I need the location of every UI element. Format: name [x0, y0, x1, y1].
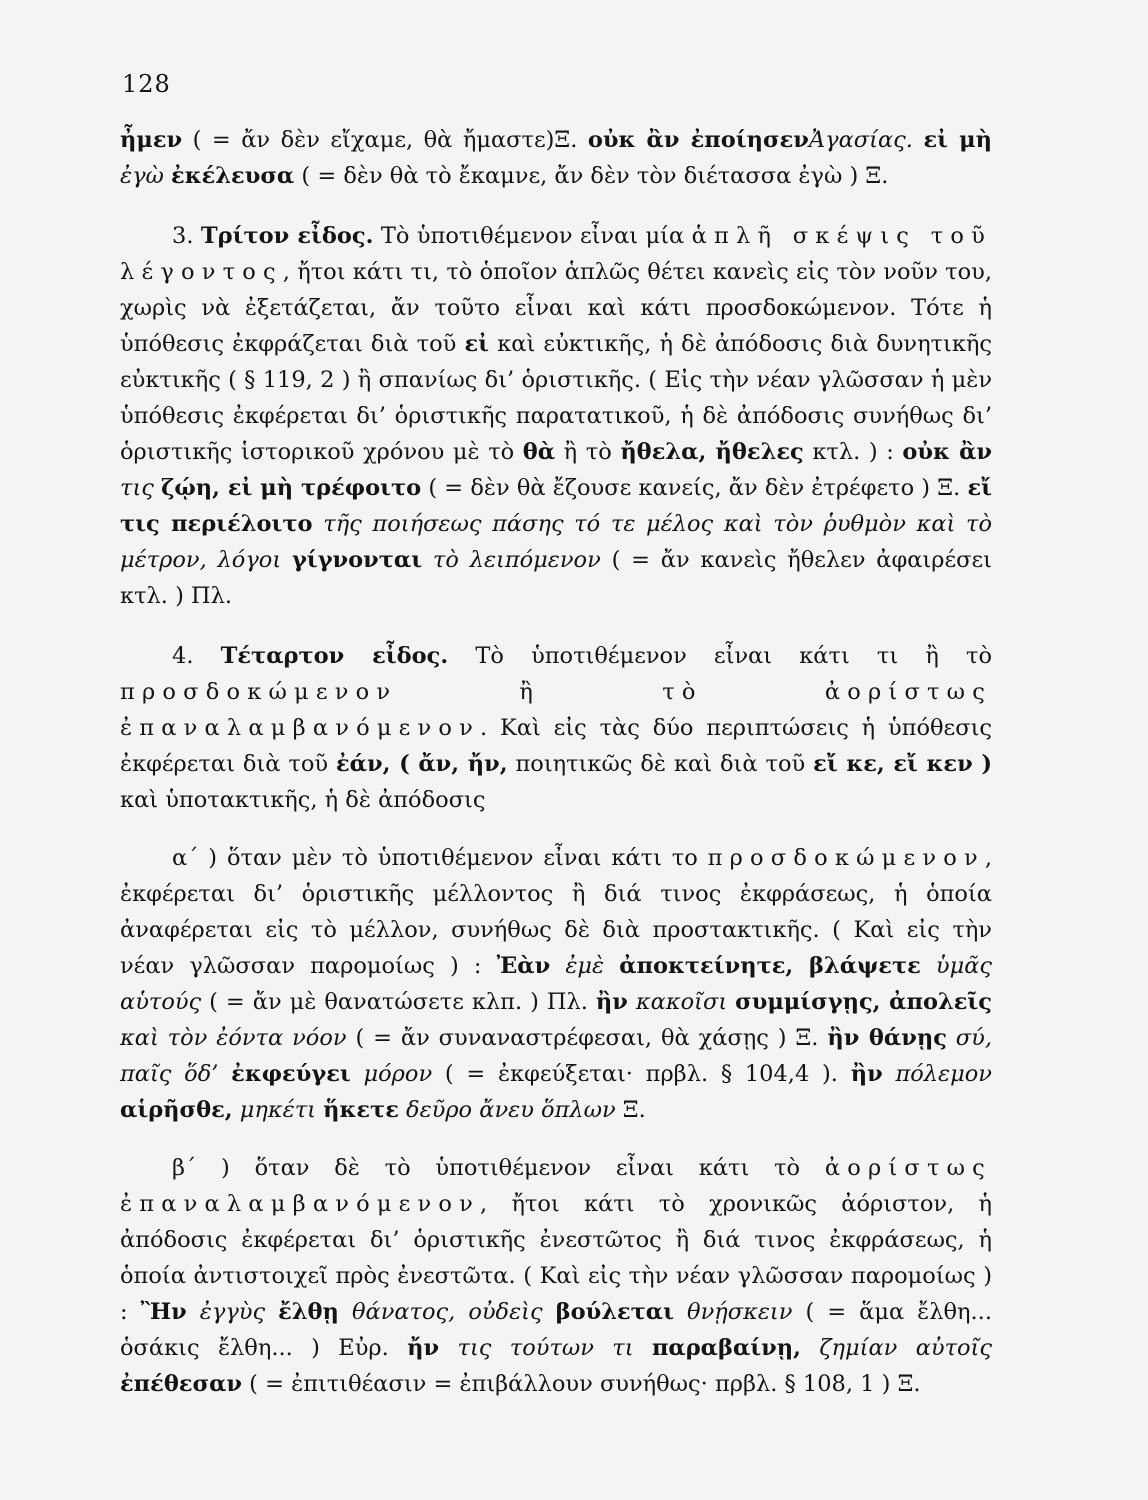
bold-run: ἀποκτείνητε, βλάψετε: [619, 953, 921, 979]
text-run: κτλ. ) :: [803, 439, 903, 465]
text-run: , ἤτοι κάτι τι, τὸ ὁποῖον ἁπλῶς θέτει κανεὶς εἰς τὸν νοῦν του, χωρὶς νὰ ἐξετάζεται, ἄν τοῦτο εἶναι καὶ κάτι προσδοκώμενον. Τότε ἡ ὑπόθεσις ἐκφράζεται διὰ τοῦ: [120, 259, 992, 357]
bold-run: Ἢν: [140, 1299, 187, 1325]
text-run: ( = ἐκφεύξεται· πρβλ. § 104,4 ).: [432, 1061, 851, 1087]
italic-run: πόλεμον: [882, 1061, 992, 1087]
italic-run: τις τούτων τι: [439, 1335, 652, 1361]
text-run: ( = δὲν θὰ τὸ ἔκαμνε, ἄν δὲν τὸν διέτασσα ἐγὼ ) Ξ.: [294, 163, 889, 189]
italic-run: ἐμὲ: [550, 953, 620, 979]
text-run: ( = ἄν συναναστρέφεσαι, θὰ χάσῃς ) Ξ.: [346, 1025, 828, 1051]
text-run: ποιητικῶς δὲ καὶ διὰ τοῦ: [507, 751, 814, 777]
text-run: Ξ.: [615, 1097, 646, 1123]
bold-run: αἱρῆσθε,: [120, 1097, 233, 1123]
italic-run: ἐγγὺς: [186, 1299, 279, 1325]
text-run: ( = δὲν θὰ ἔζουσε κανείς, ἄν δὲν ἐτρέφετο ) Ξ.: [421, 475, 968, 501]
italic-run: τῆς ποιήσεως πάσης τό τε μέλος καὶ τὸν ῥυθμὸν καὶ τὸ μέτρον, λόγοι: [120, 511, 992, 573]
spaced-run: προσδοκώμενον ἢ τὸ ἀορίστως ἐπαναλαμβανόμενον: [120, 679, 992, 741]
text-run: , ἤτοι κάτι τὸ χρονικῶς ἀόριστον, ἡ ἀπόδοσις ἐκφέρεται δι’ ὁριστικῆς ἐνεστῶτος ἢ διά τινος ἐκφράσεως, ἡ ὁποία ἀντιστοιχεῖ πρὸς ἐνεστῶτα. ( Καὶ εἰς τὴν νέαν γλῶσσαν παρομοίως ) :: [120, 1191, 992, 1325]
body-text: [120, 122, 992, 1402]
bold-run: ἥκετε: [323, 1097, 399, 1123]
bold-run: ἐάν, ( ἄν, ἤν,: [336, 751, 508, 777]
bold-run: Ἐὰν: [496, 953, 551, 979]
text-run: , ἐκφέρεται δι’ ὁριστικῆς μέλλοντος ἢ διά τινος ἐκφράσεως, ἡ ὁποία ἀναφέρεται εἰς τὸ μέλλον, συνήθως δὲ διὰ προστακτικῆς. ( Καὶ εἰς τὴν νέαν γλῶσσαν παρομοίως ) :: [120, 845, 992, 979]
italic-run: μηκέτι: [232, 1097, 324, 1123]
bold-run: ἐκφεύγει: [231, 1061, 351, 1087]
text-run: ( = ἄν κανεὶς ἤθελεν ἀφαιρέσει κτλ. ) Πλ.: [120, 547, 992, 609]
bold-run: ἤθελα, ἤθελες: [620, 439, 804, 465]
bold-run: ἢν: [850, 1061, 883, 1087]
bold-run: ἐπέθεσαν: [120, 1371, 243, 1397]
bold-run: γίγνονται: [291, 547, 423, 573]
text-run: [164, 163, 171, 189]
bold-run: οὐκ ἂν: [902, 439, 993, 465]
text-run: ( = ἐπιτιθέασιν = ἐπιβάλλουν συνήθως· πρβλ. § 108, 1 ) Ξ.: [242, 1371, 921, 1397]
text-run: καὶ εὐκτικῆς, ἡ δὲ ἀπόδοσις διὰ δυνητικῆς εὐκτικῆς ( § 119, 2 ) ἢ σπανίως δι’ ὁριστικῆς. ( Εἰς τὴν νέαν γλῶσσαν ἡ μὲν ὑπόθεσις ἐκφέρεται δι’ ὁριστικῆς παρατατικοῦ, ἡ δὲ ἀπόδοσις συνήθως δι’ ὁριστικῆς ἱστορικοῦ χρόνου μὲ τὸ: [120, 331, 993, 465]
text-run: . Καὶ εἰς τὰς δύο περιπτώσεις ἡ ὑπόθεσις ἐκφέρεται διὰ τοῦ: [120, 715, 992, 777]
bold-run: εἴ τις περιέλοιτο: [120, 475, 993, 537]
text-run: καὶ ὑποτακτικῆς, ἡ δὲ ἀπόδοσις: [120, 787, 486, 813]
bold-run: θὰ: [522, 439, 556, 465]
paragraph-fourth-kind: [120, 638, 992, 818]
bold-run: εἰ μὴ: [923, 127, 993, 153]
bold-run: παραβαίνῃ,: [651, 1335, 801, 1361]
text-run: 4.: [172, 643, 221, 669]
text-run: 3.: [172, 223, 201, 249]
italic-run: καὶ τὸν ἐόντα νόον: [120, 1025, 347, 1051]
italic-run: δεῦρο ἄνευ ὅπλων: [398, 1097, 616, 1123]
italic-run: ζημίαν αὐτοῖς: [800, 1335, 992, 1361]
italic-run: σύ, παῖς ὅδ’: [120, 1025, 992, 1087]
bold-run: Τρίτον εἶδος.: [200, 223, 374, 249]
bold-run: ἔλθῃ: [278, 1299, 339, 1325]
text-run: ἢ τὸ: [555, 439, 621, 465]
page-number: 128: [122, 70, 171, 98]
text-run: Τὸ ὑποτιθέμενον εἶναι μία: [373, 223, 692, 249]
italic-run: θνῄσκειν: [674, 1299, 793, 1325]
bold-run: εἰ: [464, 331, 490, 357]
bold-run: βούλεται: [555, 1299, 674, 1325]
text-run: ( = ἄν μὲ θανατώσετε κλπ. ) Πλ.: [201, 989, 596, 1015]
italic-run: τις: [120, 475, 162, 501]
paragraph-intro: [120, 122, 992, 194]
paragraph-case-alpha: [120, 840, 992, 1128]
italic-run: θάνατος, οὐδεὶς: [338, 1299, 556, 1325]
text-run: ( = ἄν δὲν εἴχαμε, θὰ ἤμαστε)Ξ.: [182, 127, 588, 153]
italic-run: ἐγὼ: [120, 163, 164, 189]
bold-run: ἢν: [595, 989, 628, 1015]
italic-run: Ἀγασίας.: [808, 127, 924, 153]
italic-run: ὑμᾶς αὑτούς: [120, 953, 993, 1015]
bold-run: συμμίσγῃς, ἀπολεῖς: [735, 989, 993, 1015]
bold-run: οὐκ ἂν ἐποίησεν: [587, 127, 809, 153]
italic-run: τὸ λειπόμενον: [422, 547, 601, 573]
bold-run: ἢν θάνῃς: [827, 1025, 947, 1051]
paragraph-third-kind: [120, 218, 992, 614]
text-run: β΄ ) ὅταν δὲ τὸ ὑποτιθέμενον εἶναι κάτι τὸ: [172, 1155, 825, 1181]
paragraph-case-beta: [120, 1150, 992, 1402]
spaced-run: ἀορίστως ἐπαναλαμβανόμενον: [120, 1155, 992, 1217]
text-run: α΄ ) ὅταν μὲν τὸ ὑποτιθέμενον εἶναι κάτι το: [172, 845, 708, 871]
italic-run: κακοῖσι: [627, 989, 736, 1015]
spaced-run: προσδοκώμενον: [707, 845, 985, 871]
bold-run: ζῴη, εἰ μὴ τρέφοιτο: [161, 475, 422, 501]
text-run: ( = ἅμα ἔλθη... ὁσάκις ἔλθη... ) Εὐρ.: [120, 1299, 992, 1361]
bold-run: Τέταρτον εἶδος.: [220, 643, 449, 669]
bold-run: ἐκέλευσα: [171, 163, 295, 189]
italic-run: μόρον: [350, 1061, 433, 1087]
bold-run: ἤν: [407, 1335, 440, 1361]
text-run: Τὸ ὑποτιθέμενον εἶναι κάτι τι ἢ τὸ: [448, 643, 993, 669]
spaced-run: ἁπλῆ σκέψις τοῦ λέγοντος: [120, 223, 992, 285]
bold-run: ἦμεν: [120, 127, 183, 153]
bold-run: εἴ κε, εἴ κεν ): [813, 751, 992, 777]
